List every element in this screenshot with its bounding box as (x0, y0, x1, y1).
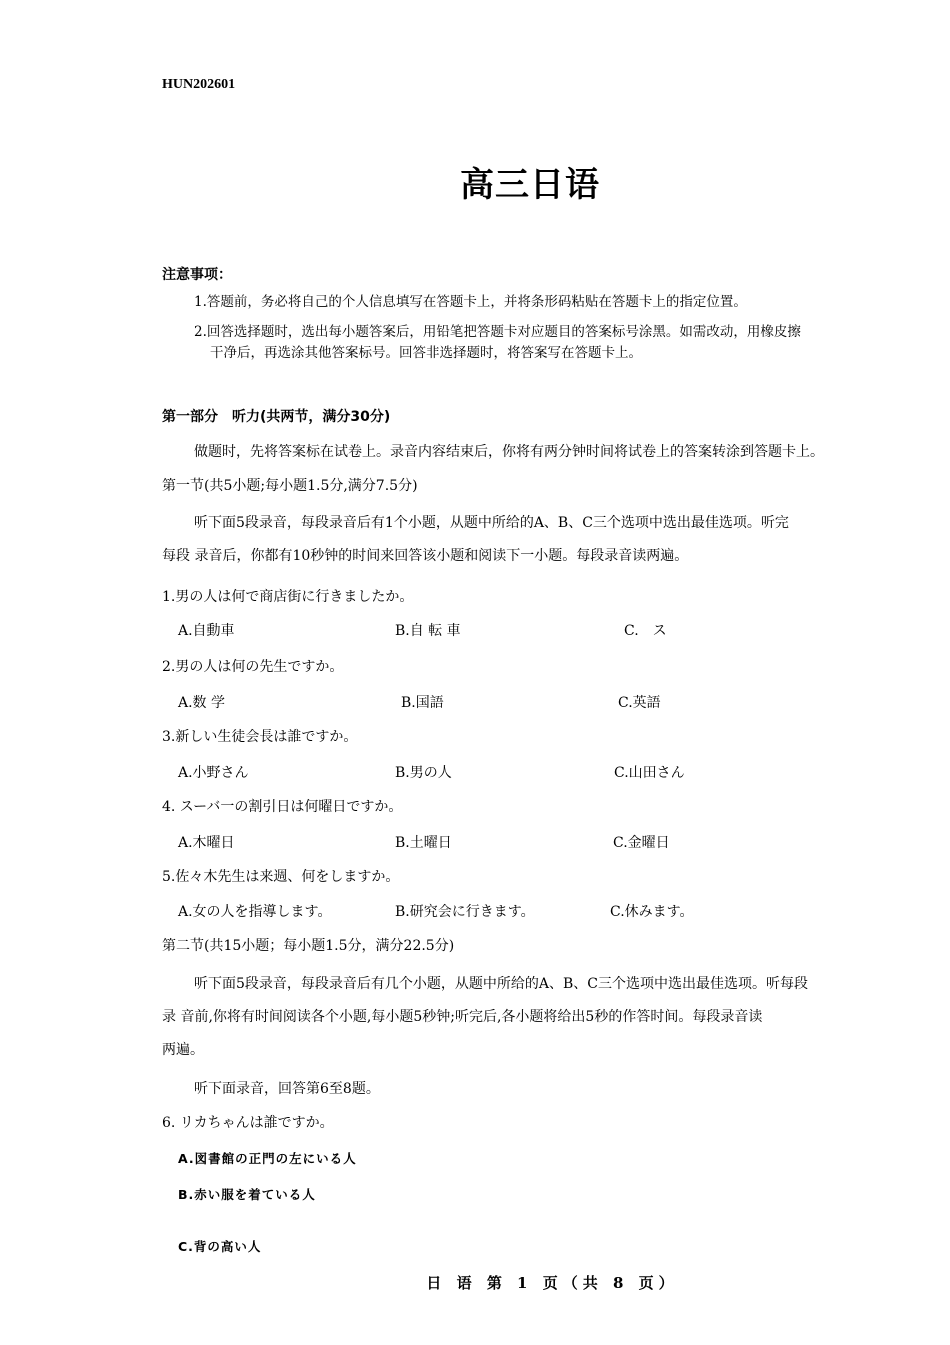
question-2-option-b: B.国語 (401, 695, 444, 711)
question-3-option-c: C.山田さん (614, 765, 685, 781)
page-footer: 日 语 第 1 页（共 8 页） (426, 1274, 679, 1292)
question-4-option-c: C.金曜日 (613, 835, 670, 851)
question-4-stem: 4. スーバ一の割引日は何曜日ですか。 (162, 799, 403, 815)
question-6-option-a: A.図書館の正門の左にいる人 (178, 1151, 357, 1166)
question-5-option-b: B.研究会に行きます。 (395, 904, 535, 920)
question-2-option-c: C.英語 (618, 695, 661, 711)
section2-heading: 第二节(共15小题；每小题1.5分，满分22.5分) (162, 938, 455, 954)
notice-heading: 注意事项： (162, 267, 232, 283)
question-4-option-a: A.木曜日 (178, 835, 235, 851)
doc-code: HUN202601 (162, 77, 236, 92)
section2-instr-line1: 听下面5段录音，每段录音后有几个小题，从题中所给的A、B、C三个选项中选出最佳选项。听每段 (194, 976, 809, 992)
question-3-option-a: A.小野さん (178, 765, 249, 781)
part1-heading: 第一部分 听力(共两节，满分30分) (162, 409, 391, 425)
notice-item-1: 1.答题前，务必将自己的个人信息填写在答题卡上，并将条形码粘贴在答题卡上的指定位置。 (194, 294, 747, 310)
question-4-option-b: B.土曜日 (395, 835, 452, 851)
page-title: 高三日语 (460, 165, 600, 205)
section1-heading: 第一节(共5小题;每小题1.5分,满分7.5分) (162, 478, 418, 494)
question-1-option-b: B.自 転 車 (395, 623, 461, 639)
question-1-option-c: C. ス (624, 623, 667, 639)
section1-instr-line2: 每段 录音后，你都有10秒钟的时间来回答该小题和阅读下一小题。每段录音读两遍。 (162, 548, 689, 564)
section1-instr-line1: 听下面5段录音，每段录音后有1个小题，从题中所给的A、B、C三个选项中选出最佳选项。听完 (194, 515, 789, 531)
section2-instr-line3: 两遍。 (162, 1042, 204, 1058)
question-1-option-a: A.自動車 (178, 623, 235, 639)
notice-item-2-line1: 2.回答选择题时，选出每小题答案后，用铅笔把答题卡对应题目的答案标号涂黑。如需改动，用橡皮擦 (194, 324, 801, 340)
section2-instr-line2: 录 音前,你将有时间阅读各个小题,每小题5秒钟;听完后,各小题将给出5秒的作答时间。每段录音读 (162, 1009, 763, 1025)
part1-intro: 做题时，先将答案标在试卷上。录音内容结束后，你将有两分钟时间将试卷上的答案转涂到答题卡上。 (194, 444, 824, 460)
question-3-stem: 3.新しい生徒会長は誰ですか。 (162, 729, 358, 745)
question-2-stem: 2.男の人は何の先生ですか。 (162, 659, 344, 675)
question-6-option-b: B.赤い服を着ている人 (178, 1187, 316, 1202)
question-5-option-a: A.女の人を指導します。 (178, 904, 332, 920)
question-3-option-b: B.男の人 (395, 765, 452, 781)
question-6-stem: 6. リカちゃんは誰ですか。 (162, 1115, 334, 1131)
question-6-option-c: C.背の高い人 (178, 1239, 262, 1254)
question-1-stem: 1.男の人は何で商店街に行きましたか。 (162, 589, 414, 605)
question-5-stem: 5.佐々木先生は来週、何をしますか。 (162, 869, 400, 885)
question-2-option-a: A.数 学 (178, 695, 226, 711)
question-5-option-c: C.休みます。 (610, 904, 694, 920)
group-instruction: 听下面录音，回答第6至8题。 (194, 1081, 380, 1097)
notice-item-2-line2: 干净后，再选涂其他答案标号。回答非选择题时，将答案写在答题卡上。 (210, 345, 642, 361)
